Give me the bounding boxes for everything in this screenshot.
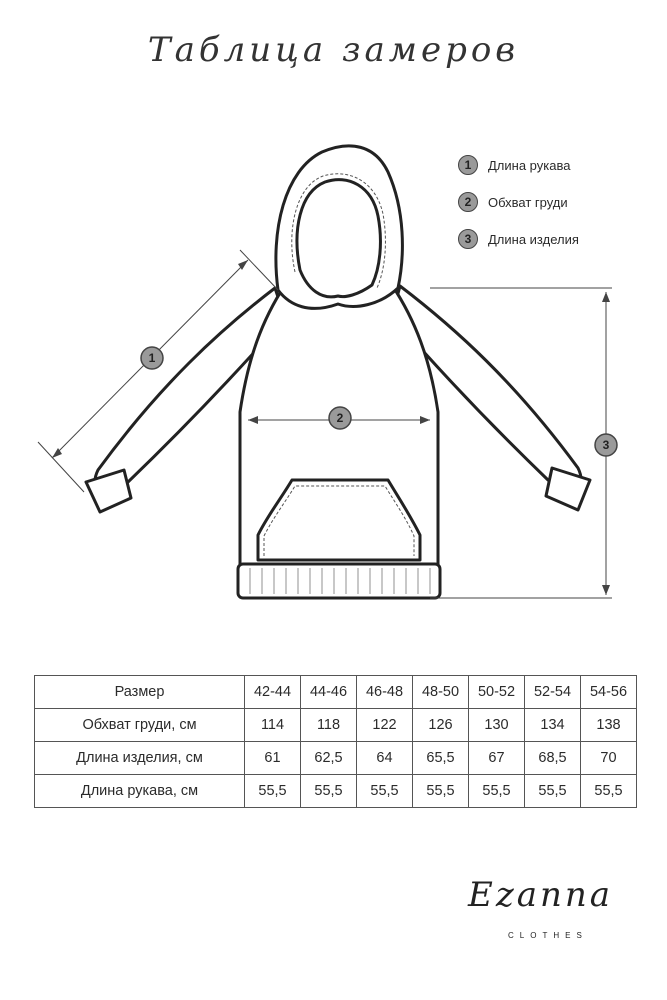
bottom-rib [238, 564, 440, 598]
row-label: Длина рукава, см [35, 775, 245, 808]
table-cell: 70 [581, 742, 637, 775]
hood-opening [297, 180, 380, 297]
table-cell: 138 [581, 709, 637, 742]
table-row [35, 742, 637, 775]
row-label: Длина изделия, см [35, 742, 245, 775]
table-cell: 118 [301, 709, 357, 742]
brand-logo [468, 875, 638, 955]
marker-length-label: 3 [602, 438, 610, 452]
right-cuff [546, 468, 590, 510]
table-cell: 55,5 [357, 775, 413, 808]
legend-number: 2 [458, 192, 478, 212]
table-cell: 134 [525, 709, 581, 742]
table-cell: 122 [357, 709, 413, 742]
size-cell: 50-52 [469, 676, 525, 709]
table-row [35, 775, 637, 808]
legend-item-length [458, 229, 658, 249]
legend-label: Длина изделия [488, 231, 579, 247]
table-cell: 68,5 [525, 742, 581, 775]
table-cell: 61 [245, 742, 301, 775]
table-row [35, 676, 637, 709]
table-cell: 114 [245, 709, 301, 742]
table-cell: 64 [357, 742, 413, 775]
table-cell: 62,5 [301, 742, 357, 775]
size-cell: 48-50 [413, 676, 469, 709]
legend-label: Обхват груди [488, 194, 568, 210]
table-cell: 65,5 [413, 742, 469, 775]
size-cell: 52-54 [525, 676, 581, 709]
size-cell: 54-56 [581, 676, 637, 709]
size-table [34, 675, 637, 808]
table-cell: 126 [413, 709, 469, 742]
row-label: Обхват груди, см [35, 709, 245, 742]
page-title: Таблица замеров [147, 30, 520, 70]
table-cell: 67 [469, 742, 525, 775]
legend-label: Длина рукава [488, 157, 571, 173]
size-cell: 42-44 [245, 676, 301, 709]
table-cell: 55,5 [525, 775, 581, 808]
legend-item-chest [458, 192, 658, 212]
brand-name: Ezanna [468, 875, 614, 915]
legend-number: 1 [458, 155, 478, 175]
left-cuff [86, 470, 131, 512]
table-cell: 55,5 [245, 775, 301, 808]
marker-chest-label: 2 [336, 411, 344, 425]
legend-number: 3 [458, 229, 478, 249]
marker-sleeve-label: 1 [148, 351, 156, 365]
table-row [35, 709, 637, 742]
size-cell: 46-48 [357, 676, 413, 709]
table-cell: 130 [469, 709, 525, 742]
table-cell: 55,5 [469, 775, 525, 808]
legend-item-sleeve [458, 155, 658, 175]
size-cell: 44-46 [301, 676, 357, 709]
table-cell: 55,5 [581, 775, 637, 808]
table-header-cell: Размер [35, 676, 245, 709]
table-cell: 55,5 [413, 775, 469, 808]
brand-subtitle: CLOTHES [508, 931, 588, 940]
table-cell: 55,5 [301, 775, 357, 808]
